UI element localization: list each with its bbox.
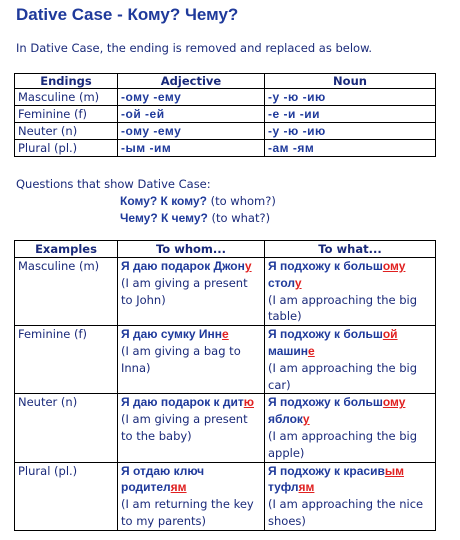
table-header-row: [15, 241, 436, 258]
russian-example: Я даю подарок к дитю: [121, 395, 255, 410]
adjective-ending: -ому -ему: [118, 123, 265, 140]
english-translation: (I am giving a present to the baby): [121, 412, 248, 443]
intro-text: In Dative Case, the ending is removed and replaced as below.: [16, 41, 373, 55]
questions-label: Questions that show Dative Case:: [16, 177, 211, 191]
to-what-cell: [265, 258, 436, 326]
highlighted-ending: ым: [384, 463, 404, 478]
english-translation: (I am approaching the big car): [268, 360, 418, 392]
adjective-ending: -ому -ему: [118, 89, 265, 106]
header-endings: Endings: [15, 74, 118, 89]
table-row: [15, 106, 436, 123]
row-label: Masculine (m): [15, 258, 118, 326]
english-translation: (I am approaching the big table): [268, 292, 418, 324]
table-row: [15, 258, 436, 326]
highlighted-ending: ой: [382, 327, 398, 342]
header-noun: Noun: [265, 74, 436, 89]
question-whom: [120, 194, 276, 208]
to-what-cell: [265, 326, 436, 394]
header-adjective: Adjective: [118, 74, 265, 89]
english-translation: (I am approaching the big apple): [268, 428, 418, 460]
english-translation: (I am giving a present to John): [121, 275, 248, 307]
highlighted-ending: ю: [243, 395, 255, 410]
english-translation: (I am giving a bag to Inna): [121, 343, 241, 375]
question-en: (to what?): [211, 211, 271, 225]
to-whom-cell: [118, 462, 265, 530]
header-to-whom: To whom...: [118, 241, 265, 258]
to-whom-cell: [118, 326, 265, 394]
highlighted-ending: у: [302, 412, 310, 427]
header-to-what: To what...: [265, 241, 436, 258]
row-label: Feminine (f): [15, 106, 118, 123]
highlighted-ending: у: [244, 259, 252, 273]
to-what-cell: [265, 394, 436, 462]
russian-example: Я подхожу к большому столу: [268, 259, 406, 290]
row-label: Feminine (f): [15, 326, 118, 394]
row-label: Neuter (n): [15, 394, 118, 462]
row-label: Plural (pl.): [15, 140, 118, 157]
russian-example: Я подхожу к красивым туфлям: [268, 463, 404, 495]
russian-example: Я подхожу к большому яблоку: [268, 395, 406, 427]
russian-example: Я даю подарок Джону: [121, 259, 252, 273]
header-examples: Examples: [15, 241, 118, 258]
noun-ending: -ам -ям: [265, 140, 436, 157]
highlighted-ending: ому: [382, 259, 406, 273]
row-label: Masculine (m): [15, 89, 118, 106]
highlighted-ending: е: [308, 343, 315, 358]
noun-ending: -е -и -ии: [265, 106, 436, 123]
endings-table: [14, 73, 436, 157]
adjective-ending: -ым -им: [118, 140, 265, 157]
noun-ending: -у -ю -ию: [265, 123, 436, 140]
question-ru: Чему? К чему?: [120, 211, 208, 225]
noun-ending: -у -ю -ию: [265, 89, 436, 106]
russian-example: Я подхожу к большой машине: [268, 327, 398, 358]
table-row: [15, 140, 436, 157]
row-label: Neuter (n): [15, 123, 118, 140]
highlighted-ending: ям: [298, 480, 315, 495]
russian-example: Я отдаю ключ родителям: [121, 463, 205, 495]
page-title: Dative Case - Кому? Чему?: [16, 5, 239, 24]
to-what-cell: [265, 462, 436, 530]
highlighted-ending: ям: [170, 480, 187, 495]
english-translation: (I am approaching the nice shoes): [268, 497, 424, 528]
question-ru: Кому? К кому?: [120, 194, 207, 208]
to-whom-cell: [118, 394, 265, 462]
adjective-ending: -ой -ей: [118, 106, 265, 123]
table-row: [15, 462, 436, 530]
table-row: [15, 326, 436, 394]
to-whom-cell: [118, 258, 265, 326]
table-row: [15, 89, 436, 106]
examples-table: [14, 240, 436, 531]
table-row: [15, 123, 436, 140]
table-row: [15, 394, 436, 462]
question-what: [120, 211, 270, 225]
row-label: Plural (pl.): [15, 462, 118, 530]
english-translation: (I am returning the key to my parents): [121, 497, 254, 528]
highlighted-ending: е: [222, 327, 229, 342]
question-en: (to whom?): [210, 194, 276, 208]
highlighted-ending: ому: [382, 395, 406, 410]
highlighted-ending: у: [294, 275, 302, 290]
table-header-row: [15, 74, 436, 89]
russian-example: Я даю сумку Инне: [121, 327, 229, 342]
